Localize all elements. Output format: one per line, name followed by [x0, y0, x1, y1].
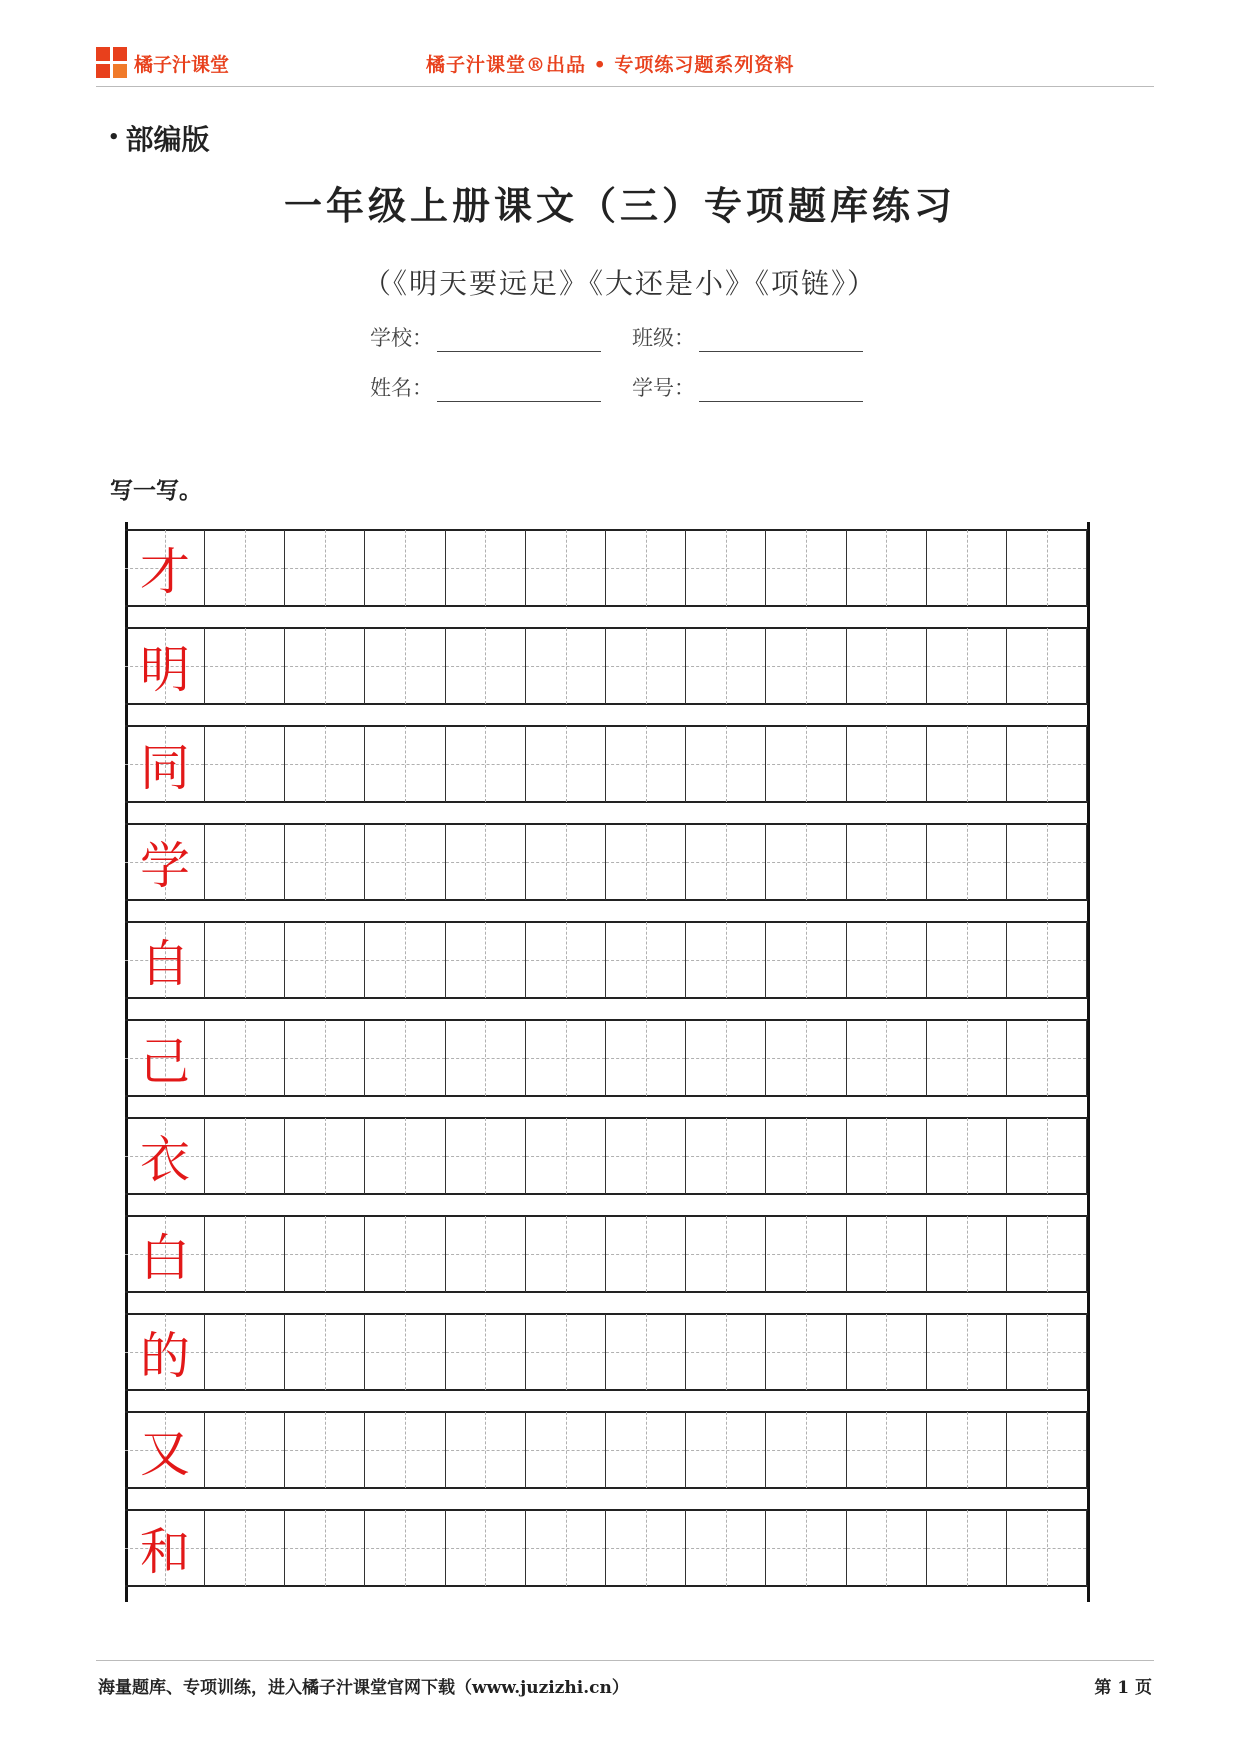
- practice-cell[interactable]: [847, 1314, 927, 1390]
- practice-cell[interactable]: [366, 1510, 446, 1586]
- practice-cell[interactable]: [366, 726, 446, 802]
- footer-text: 海量题库、专项训练，进入橘子汁课堂官网下载（www.juzizhi.cn）: [98, 1678, 629, 1698]
- page-title: 一年级上册课文（三）专项题库练习: [283, 183, 956, 228]
- practice-cell[interactable]: [686, 530, 766, 606]
- writing-row: [125, 1412, 1088, 1488]
- practice-cell[interactable]: [1007, 628, 1087, 704]
- practice-cell[interactable]: [847, 1118, 927, 1194]
- practice-cell[interactable]: [686, 1118, 766, 1194]
- name-field[interactable]: [370, 372, 601, 402]
- practice-cell[interactable]: [606, 1118, 686, 1194]
- name-label: 姓名：: [370, 376, 433, 400]
- practice-cell[interactable]: [285, 824, 365, 900]
- practice-cell[interactable]: [847, 824, 927, 900]
- practice-cell[interactable]: [927, 1216, 1007, 1292]
- practice-cell[interactable]: [606, 922, 686, 998]
- practice-cell[interactable]: [927, 628, 1007, 704]
- model-character: 衣: [140, 1131, 190, 1189]
- practice-cell[interactable]: [205, 824, 285, 900]
- practice-cell[interactable]: [606, 1412, 686, 1488]
- practice-cell[interactable]: [205, 1510, 285, 1586]
- writing-row: [125, 628, 1088, 704]
- practice-cell[interactable]: [767, 1216, 847, 1292]
- practice-cell[interactable]: [285, 1314, 365, 1390]
- bullet-icon: •: [108, 127, 120, 148]
- practice-cell[interactable]: [446, 1216, 526, 1292]
- practice-cell[interactable]: [285, 1510, 365, 1586]
- practice-cell[interactable]: [366, 1216, 446, 1292]
- practice-cell[interactable]: [366, 1412, 446, 1488]
- practice-cell[interactable]: [927, 824, 1007, 900]
- writing-row: [125, 530, 1088, 606]
- practice-cell[interactable]: [686, 824, 766, 900]
- practice-cell[interactable]: [606, 1510, 686, 1586]
- practice-cell[interactable]: [686, 922, 766, 998]
- model-character: 明: [140, 641, 190, 699]
- practice-cell[interactable]: [526, 1314, 606, 1390]
- practice-cell[interactable]: [1007, 1216, 1087, 1292]
- practice-cell[interactable]: [205, 1216, 285, 1292]
- practice-cell[interactable]: [1007, 1510, 1087, 1586]
- practice-cell[interactable]: [526, 1020, 606, 1096]
- practice-cell[interactable]: [446, 1118, 526, 1194]
- practice-cell[interactable]: [686, 628, 766, 704]
- practice-cell[interactable]: [1007, 824, 1087, 900]
- practice-cell[interactable]: [446, 1020, 526, 1096]
- practice-cell[interactable]: [526, 1118, 606, 1194]
- logo-text: 橘子汁课堂: [134, 53, 230, 76]
- edition-text: 部编版: [125, 123, 210, 156]
- practice-cell[interactable]: [366, 922, 446, 998]
- edition-label: [108, 118, 210, 158]
- writing-row: [125, 922, 1088, 998]
- practice-cell[interactable]: [205, 530, 285, 606]
- practice-cell[interactable]: [927, 1118, 1007, 1194]
- practice-cell[interactable]: [1007, 1412, 1087, 1488]
- model-character-cell: [125, 1020, 205, 1096]
- writing-row: [125, 1118, 1088, 1194]
- practice-cell[interactable]: [366, 628, 446, 704]
- practice-cell[interactable]: [847, 1020, 927, 1096]
- practice-cell[interactable]: [927, 1020, 1007, 1096]
- page-subtitle: （《明天要远足》《大还是小》《项链》）: [362, 267, 877, 300]
- practice-cell[interactable]: [446, 1510, 526, 1586]
- school-blank[interactable]: [437, 329, 601, 352]
- practice-cell[interactable]: [606, 824, 686, 900]
- model-character-cell: [125, 530, 205, 606]
- practice-cell[interactable]: [1007, 1020, 1087, 1096]
- practice-cell[interactable]: [446, 530, 526, 606]
- writing-row: [125, 1510, 1088, 1586]
- practice-cell[interactable]: [847, 1412, 927, 1488]
- practice-cell[interactable]: [1007, 1118, 1087, 1194]
- practice-cell[interactable]: [686, 1510, 766, 1586]
- number-field[interactable]: [632, 372, 863, 402]
- model-character-cell: [125, 628, 205, 704]
- model-character: 己: [140, 1033, 190, 1091]
- practice-cell[interactable]: [767, 824, 847, 900]
- practice-cell[interactable]: [205, 628, 285, 704]
- practice-cell[interactable]: [526, 1510, 606, 1586]
- practice-cell[interactable]: [927, 1314, 1007, 1390]
- practice-cell[interactable]: [526, 726, 606, 802]
- practice-cell[interactable]: [1007, 922, 1087, 998]
- practice-cell[interactable]: [767, 726, 847, 802]
- model-character: 和: [140, 1523, 190, 1581]
- practice-cell[interactable]: [847, 922, 927, 998]
- number-label: 学号：: [632, 376, 695, 400]
- practice-cell[interactable]: [1007, 530, 1087, 606]
- practice-cell[interactable]: [446, 628, 526, 704]
- practice-cell[interactable]: [606, 1020, 686, 1096]
- practice-cell[interactable]: [686, 1314, 766, 1390]
- practice-cell[interactable]: [767, 628, 847, 704]
- practice-cell[interactable]: [686, 1412, 766, 1488]
- practice-cell[interactable]: [446, 922, 526, 998]
- header-title: 橘子汁课堂®出品 • 专项练习题系列资料: [426, 54, 795, 76]
- class-field[interactable]: [632, 322, 863, 352]
- writing-row: [125, 1216, 1088, 1292]
- practice-cell[interactable]: [606, 628, 686, 704]
- practice-cell[interactable]: [767, 530, 847, 606]
- logo-squares-icon: [96, 47, 128, 79]
- section-title: 写一写。: [110, 477, 202, 504]
- practice-cell[interactable]: [285, 726, 365, 802]
- practice-cell[interactable]: [446, 1412, 526, 1488]
- page-footer: [96, 1660, 1154, 1701]
- class-label: 班级：: [632, 326, 695, 350]
- practice-cell[interactable]: [927, 530, 1007, 606]
- model-character-cell: [125, 1412, 205, 1488]
- number-blank[interactable]: [699, 379, 863, 402]
- model-character-cell: [125, 1118, 205, 1194]
- model-character-cell: [125, 922, 205, 998]
- practice-cell[interactable]: [927, 922, 1007, 998]
- practice-cell[interactable]: [285, 1216, 365, 1292]
- model-character: 白: [140, 1229, 190, 1287]
- practice-cell[interactable]: [285, 1118, 365, 1194]
- writing-row: [125, 726, 1088, 802]
- practice-cell[interactable]: [847, 1510, 927, 1586]
- practice-cell[interactable]: [767, 1020, 847, 1096]
- model-character: 自: [140, 935, 190, 993]
- practice-cell[interactable]: [446, 726, 526, 802]
- practice-cell[interactable]: [526, 1412, 606, 1488]
- writing-row: [125, 824, 1088, 900]
- practice-cell[interactable]: [285, 1020, 365, 1096]
- brand-logo: [96, 46, 229, 80]
- practice-cell[interactable]: [927, 1412, 1007, 1488]
- writing-row: [125, 1020, 1088, 1096]
- practice-cell[interactable]: [366, 1314, 446, 1390]
- practice-cell[interactable]: [767, 1118, 847, 1194]
- practice-cell[interactable]: [526, 628, 606, 704]
- practice-cell[interactable]: [366, 1020, 446, 1096]
- practice-cell[interactable]: [285, 922, 365, 998]
- practice-cell[interactable]: [606, 530, 686, 606]
- practice-cell[interactable]: [205, 726, 285, 802]
- writing-row: [125, 1314, 1088, 1390]
- practice-cell[interactable]: [526, 922, 606, 998]
- practice-cell[interactable]: [927, 726, 1007, 802]
- page-header: [96, 40, 1154, 87]
- practice-cell[interactable]: [1007, 1314, 1087, 1390]
- practice-cell[interactable]: [847, 1216, 927, 1292]
- practice-cell[interactable]: [686, 1020, 766, 1096]
- model-character: 才: [140, 543, 190, 601]
- practice-cell[interactable]: [446, 1314, 526, 1390]
- practice-cell[interactable]: [847, 530, 927, 606]
- practice-cell[interactable]: [847, 726, 927, 802]
- practice-cell[interactable]: [205, 1314, 285, 1390]
- practice-cell[interactable]: [526, 1216, 606, 1292]
- model-character: 同: [140, 739, 190, 797]
- practice-cell[interactable]: [285, 628, 365, 704]
- model-character: 又: [140, 1425, 190, 1483]
- name-blank[interactable]: [437, 379, 601, 402]
- practice-cell[interactable]: [366, 530, 446, 606]
- school-label: 学校：: [370, 326, 433, 350]
- practice-cell[interactable]: [205, 1118, 285, 1194]
- practice-cell[interactable]: [927, 1510, 1007, 1586]
- practice-cell[interactable]: [1007, 726, 1087, 802]
- practice-cell[interactable]: [767, 1412, 847, 1488]
- practice-cell[interactable]: [285, 530, 365, 606]
- practice-cell[interactable]: [446, 824, 526, 900]
- practice-cell[interactable]: [686, 726, 766, 802]
- practice-cell[interactable]: [205, 1020, 285, 1096]
- model-character: 的: [140, 1327, 190, 1385]
- writing-grid: [125, 522, 1090, 1602]
- school-field[interactable]: [370, 322, 601, 352]
- practice-cell[interactable]: [606, 1314, 686, 1390]
- model-character-cell: [125, 726, 205, 802]
- practice-cell[interactable]: [606, 726, 686, 802]
- practice-cell[interactable]: [526, 824, 606, 900]
- practice-cell[interactable]: [847, 628, 927, 704]
- practice-cell[interactable]: [606, 1216, 686, 1292]
- practice-cell[interactable]: [366, 824, 446, 900]
- class-blank[interactable]: [699, 329, 863, 352]
- practice-cell[interactable]: [526, 530, 606, 606]
- practice-cell[interactable]: [767, 922, 847, 998]
- model-character: 学: [140, 837, 190, 895]
- model-character-cell: [125, 1510, 205, 1586]
- practice-cell[interactable]: [205, 1412, 285, 1488]
- page-number: 第 1 页: [1094, 1678, 1152, 1698]
- practice-cell[interactable]: [366, 1118, 446, 1194]
- practice-cell[interactable]: [285, 1412, 365, 1488]
- model-character-cell: [125, 1216, 205, 1292]
- practice-cell[interactable]: [767, 1510, 847, 1586]
- practice-cell[interactable]: [205, 922, 285, 998]
- practice-cell[interactable]: [686, 1216, 766, 1292]
- practice-cell[interactable]: [767, 1314, 847, 1390]
- model-character-cell: [125, 824, 205, 900]
- model-character-cell: [125, 1314, 205, 1390]
